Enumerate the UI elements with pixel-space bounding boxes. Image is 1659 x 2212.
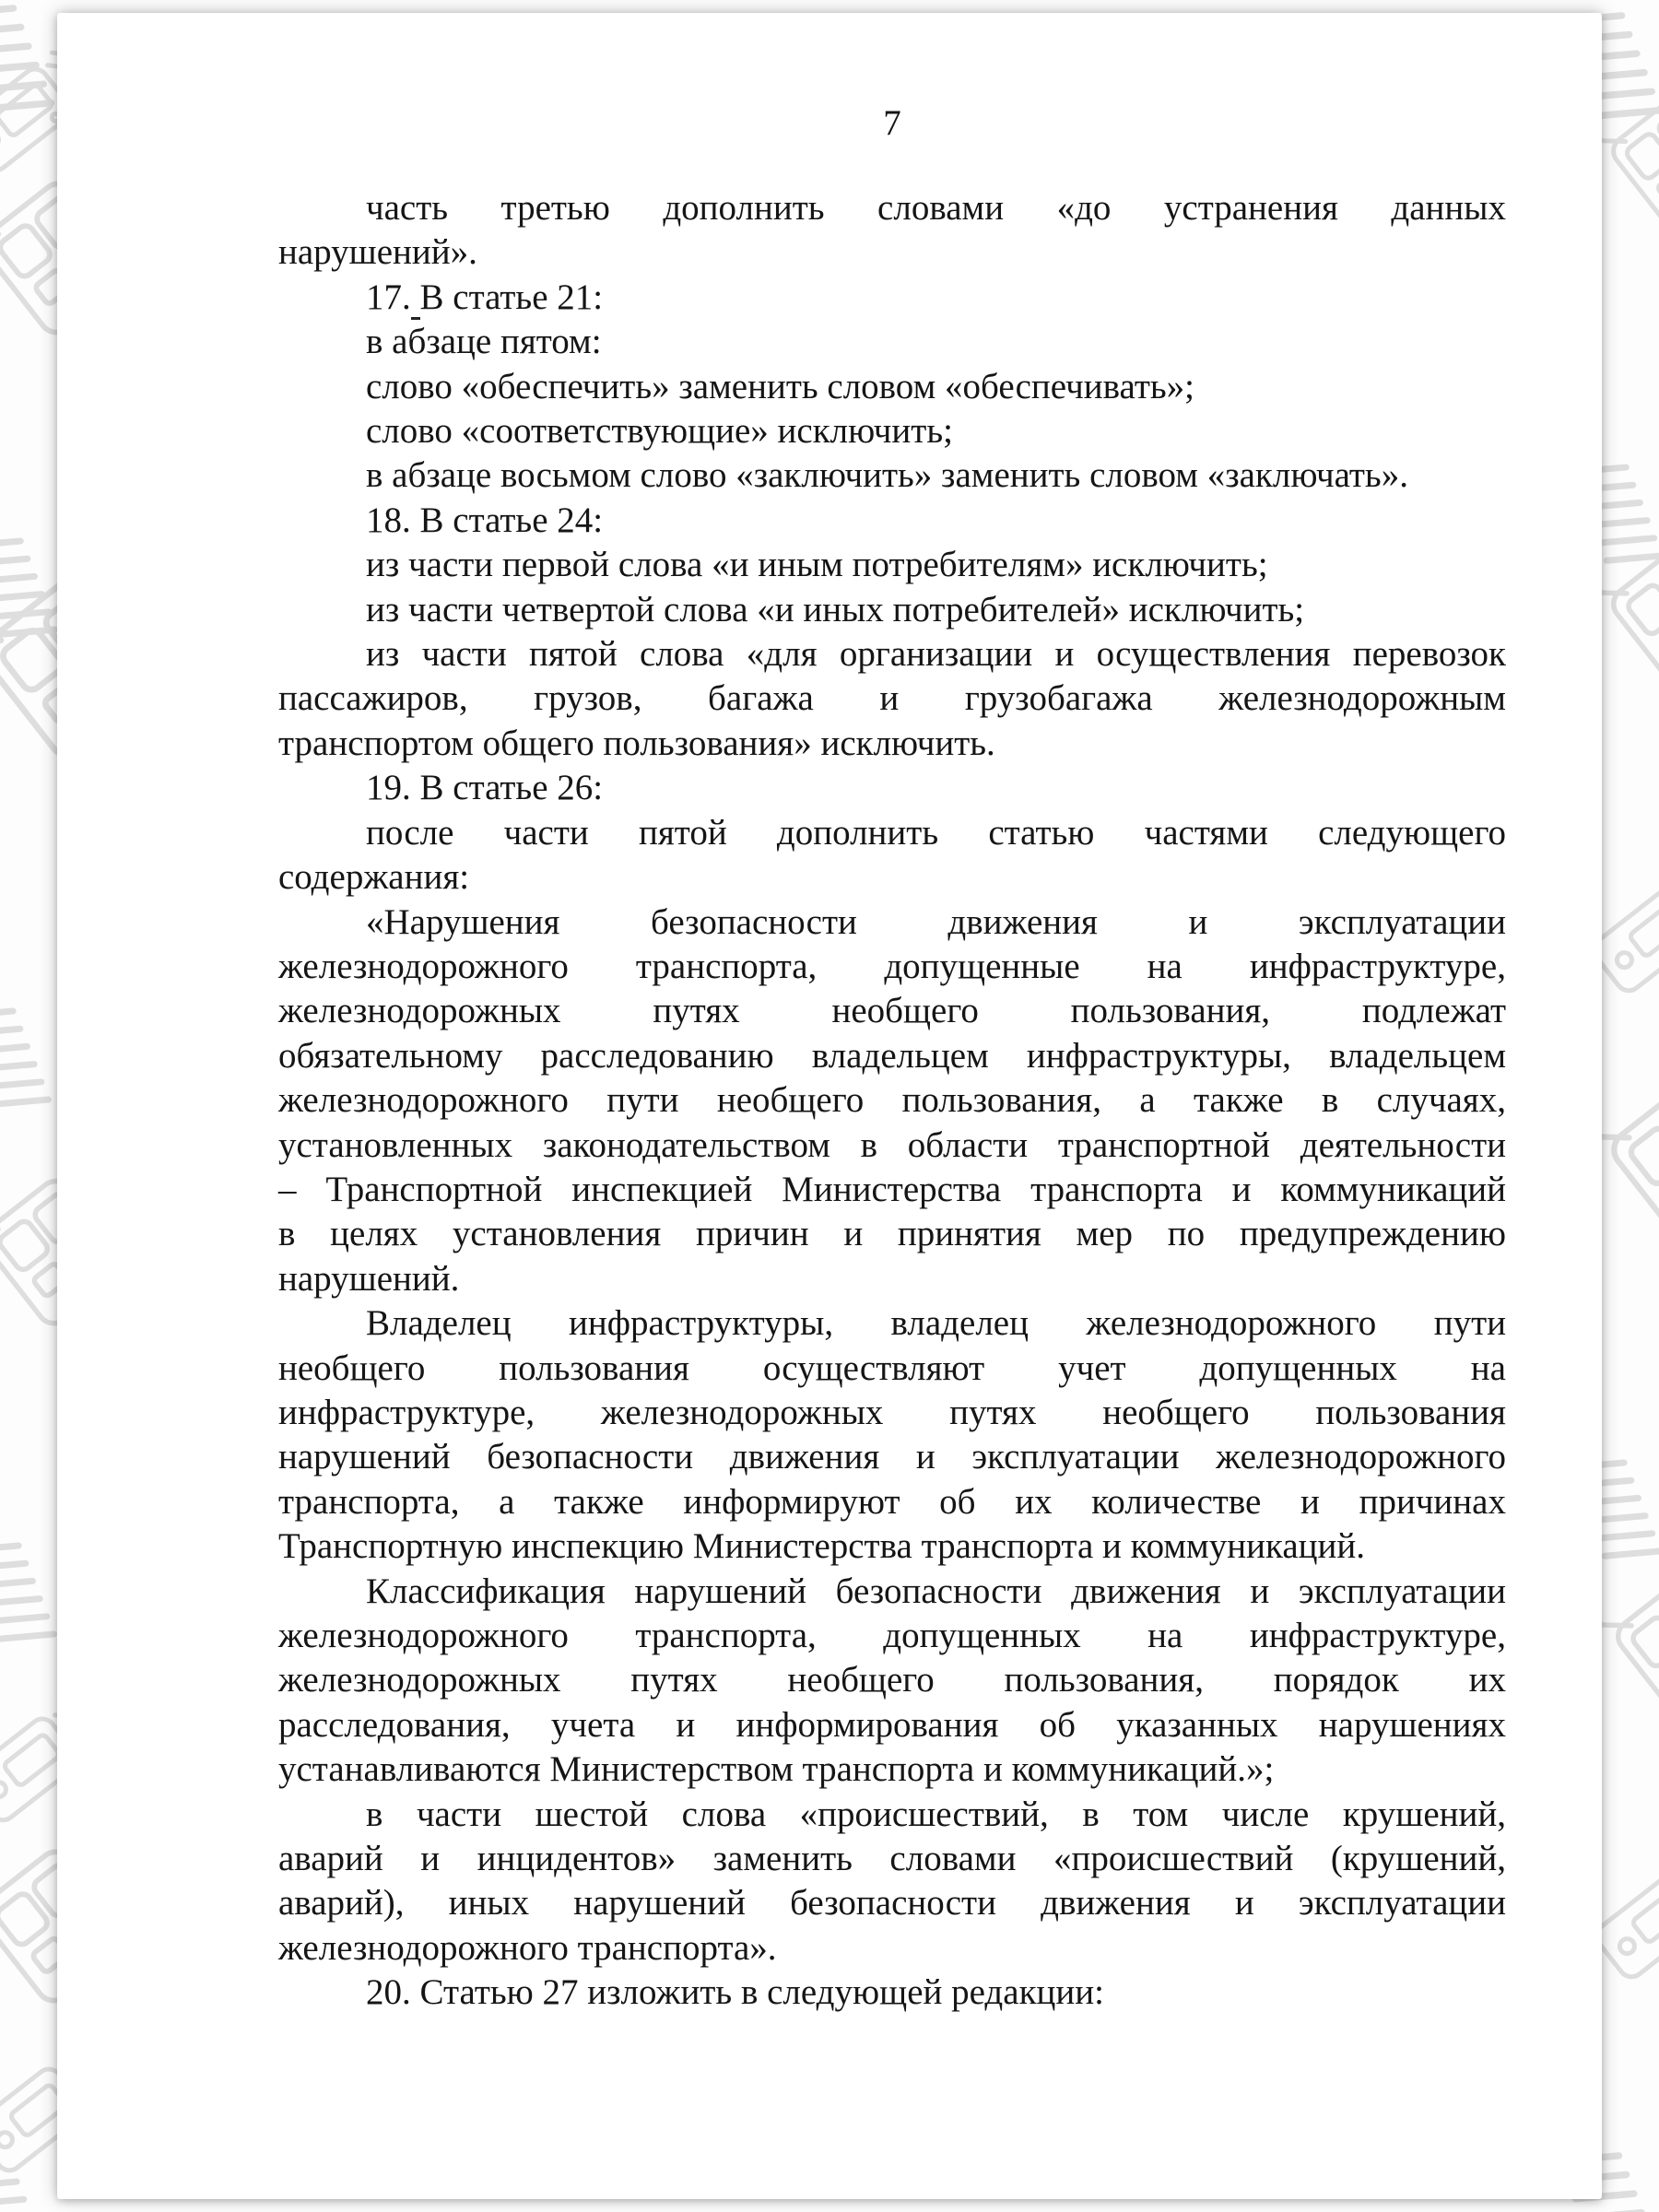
- text-line: Владелец инфраструктуры, владелец железнодорожного пути: [366, 1303, 1506, 1344]
- text-line: железнодорожного пути необщего пользования, а также в случаях,: [278, 1080, 1506, 1121]
- underlined-space: [411, 277, 420, 320]
- text-line: 18. В статье 24:: [366, 500, 604, 540]
- text-line: 17. В статье 21:: [278, 276, 1506, 320]
- text-line: нарушений».: [278, 232, 477, 273]
- text-line: пассажиров, грузов, багажа и грузобагажа железнодорожным: [278, 678, 1506, 719]
- text-line: установленных законодательством в области транспортной деятельности: [278, 1124, 1506, 1165]
- text-line: из части пятой слова «для организации и осуществления перевозок: [366, 634, 1506, 675]
- text-line: Транспортную инспекцию Министерства транспорта и коммуникаций.: [278, 1526, 1365, 1567]
- text-line: железнодорожного транспорта, допущенных на инфраструктуре,: [278, 1616, 1506, 1655]
- text-line: слово «соответствующие» исключить;: [366, 411, 953, 452]
- text-line: после части пятой дополнить статью частями следующего: [366, 812, 1506, 853]
- text-line: транспорта, а также информируют об их количестве и причинах: [278, 1481, 1506, 1522]
- text-line: железнодорожных путях необщего пользования, порядок их: [278, 1660, 1506, 1700]
- text-line: «Нарушения безопасности движения и эксплуатации: [366, 901, 1506, 942]
- page-number: 7: [883, 103, 901, 143]
- text-line: железнодорожного транспорта».: [278, 1927, 777, 1968]
- text-line: часть третью дополнить словами «до устранения данных: [366, 188, 1506, 228]
- text-line: – Транспортной инспекцией Министерства транспорта и коммуникаций: [278, 1169, 1506, 1209]
- text-line: аварий), иных нарушений безопасности движения и эксплуатации: [278, 1883, 1506, 1924]
- text-line: 20. Статью 27 изложить в следующей редакции:: [366, 1972, 1104, 2013]
- text-line: из части первой слова «и иным потребителям» исключить;: [366, 545, 1268, 585]
- text-line: нарушений безопасности движения и эксплуатации железнодорожного: [278, 1437, 1506, 1477]
- text-line: устанавливаются Министерством транспорта и коммуникаций.»;: [278, 1749, 1275, 1790]
- text-line: обязательному расследованию владельцем инфраструктуры, владельцем: [278, 1035, 1506, 1076]
- text-line: нарушений.: [278, 1258, 460, 1299]
- text-line: транспортом общего пользования» исключить.: [278, 723, 995, 763]
- document-page: [57, 13, 1602, 2199]
- document-body: [278, 186, 1506, 2016]
- text-line: в целях установления причин и принятия мер по предупреждению: [278, 1214, 1506, 1254]
- text-line: в части шестой слова «происшествий, в том числе крушений,: [366, 1794, 1506, 1834]
- text-line: железнодорожного транспорта, допущенные на инфраструктуре,: [278, 946, 1506, 986]
- text-line: железнодорожных путях необщего пользования, подлежат: [278, 991, 1506, 1031]
- text-line: содержания:: [278, 857, 470, 898]
- text-line: необщего пользования осуществляют учет допущенных на: [278, 1347, 1506, 1388]
- text-line: из части четвертой слова «и иных потребителей» исключить;: [366, 589, 1305, 629]
- text-line: слово «обеспечить» заменить словом «обеспечивать»;: [366, 366, 1194, 406]
- text-line: 19. В статье 26:: [366, 768, 604, 808]
- text-line: аварий и инцидентов» заменить словами «происшествий (крушений,: [278, 1839, 1506, 1879]
- text-line: инфраструктуре, железнодорожных путях необщего пользования: [278, 1392, 1506, 1432]
- text-line: Классификация нарушений безопасности движения и эксплуатации: [366, 1571, 1506, 1611]
- text-line: в абзаце восьмом слово «заключить» заменить словом «заключать».: [366, 455, 1408, 496]
- text-line: расследования, учета и информирования об указанных нарушениях: [278, 1704, 1506, 1745]
- text-line: в абзаце пятом:: [366, 322, 602, 362]
